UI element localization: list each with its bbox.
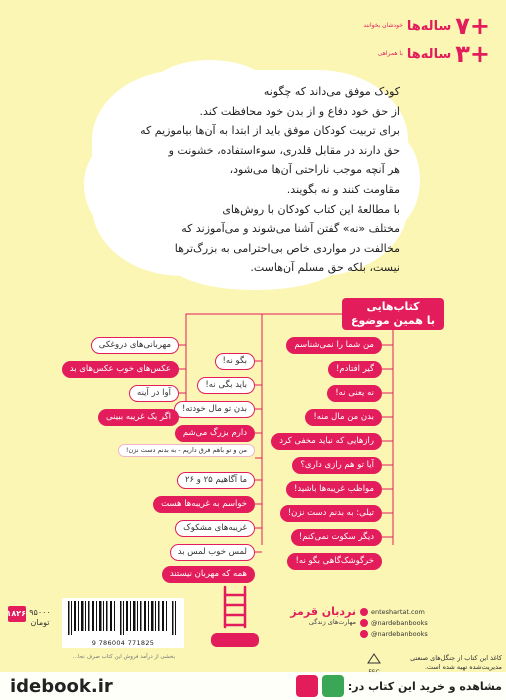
series-book-middle[interactable]: بگو نه! bbox=[215, 353, 255, 370]
series-book-left[interactable]: مهربانی‌های دروغکی bbox=[91, 337, 179, 354]
watermark-logo[interactable] bbox=[10, 674, 113, 698]
series-book-right[interactable]: خرگوشک‌گاهی بگو نه! bbox=[287, 553, 382, 570]
social-row-1[interactable] bbox=[360, 617, 500, 628]
price-unit: تومان bbox=[30, 618, 50, 627]
globe-icon bbox=[360, 608, 368, 616]
store-links bbox=[296, 674, 506, 698]
instagram-icon bbox=[360, 619, 368, 627]
publisher-name: نردبان قرمز bbox=[290, 605, 356, 618]
series-book-middle[interactable]: خواسم به غریبه‌ها هست bbox=[153, 496, 255, 513]
series-book-right[interactable]: آیا تو هم رازی داری؟ bbox=[292, 457, 382, 474]
series-book-right[interactable]: دیگر سکوت نمی‌کنم! bbox=[291, 529, 382, 546]
price-value: ۹۵۰۰۰ bbox=[29, 608, 51, 617]
description-line: حق دارند در مقابل قلدری، سوءاستفاده، خشونت و bbox=[168, 143, 400, 157]
series-book-right[interactable]: نه یعنی نه! bbox=[327, 385, 382, 402]
description-line: مخالفت در مواردی خاص بی‌احترامی به بزرگ‌ترها bbox=[174, 241, 400, 255]
isbn-number: 9 786004 771825 bbox=[91, 639, 155, 647]
series-book-right[interactable]: گیر افتادم! bbox=[328, 361, 382, 378]
website-link[interactable]: enteshartat.com bbox=[371, 607, 425, 616]
series-heading bbox=[342, 298, 444, 330]
series-book-left[interactable]: عکس‌های خوب عکس‌های بد bbox=[62, 361, 179, 378]
series-book-middle[interactable]: لمس خوب لمس بد bbox=[170, 544, 255, 561]
series-book-right[interactable]: رازهایی که نباید مخفی کرد bbox=[271, 433, 382, 450]
series-book-left[interactable]: آوا در آینه bbox=[129, 385, 179, 402]
social-row-2[interactable] bbox=[360, 628, 500, 639]
watermark-brand: idebook.ir bbox=[10, 675, 113, 697]
barcode-icon bbox=[62, 598, 184, 638]
description-line: نیست، بلکه حق مسلم آن‌هاست. bbox=[250, 261, 400, 275]
publisher bbox=[282, 605, 356, 626]
age-number-2: +۳ bbox=[455, 40, 490, 68]
tree-icon bbox=[366, 653, 382, 665]
price bbox=[22, 608, 58, 628]
store-prompt: مشاهده و خرید این کتاب در: bbox=[347, 679, 502, 693]
isbn-barcode bbox=[62, 598, 184, 648]
series-book-left[interactable]: اگر یک غریبه ببینی bbox=[98, 409, 179, 426]
series-book-middle[interactable]: همه که مهربان نیستند bbox=[162, 566, 255, 583]
telegram-icon bbox=[360, 630, 368, 638]
series-heading-line-2: با همین موضوع bbox=[350, 314, 436, 327]
description-line: مقاومت کنند و نه بگویند. bbox=[286, 182, 400, 196]
series-heading-line-1: کتاب‌هایی bbox=[366, 300, 420, 313]
series-book-right[interactable]: مواظب غریبه‌ها باشید! bbox=[286, 481, 382, 498]
series-book-right[interactable]: تیلی: به بدنم دست نزن! bbox=[280, 505, 382, 522]
series-book-middle[interactable]: دارم بزرگ می‌شم bbox=[175, 425, 255, 442]
website-row[interactable] bbox=[360, 606, 500, 617]
publisher-slogan: مهارت‌های زندگی bbox=[308, 618, 356, 626]
store-icon-1[interactable] bbox=[322, 675, 344, 697]
description-line: با مطالعهٔ این کتاب کودکان با روش‌های bbox=[222, 202, 400, 216]
series-book-middle-note[interactable]: من و تو باهم فرق داریم - به بدنم دست نزن! bbox=[118, 444, 255, 457]
description-line: برای تربیت کودکان موفق باید از ابتدا به آن‌ها بیاموزیم که bbox=[140, 124, 400, 138]
disclaimer: بخشی از درآمد فروش این کتاب صرف نجا... bbox=[72, 654, 175, 660]
social-handle-1[interactable]: @nardebanbooks bbox=[371, 618, 428, 627]
paper-note: کاغذ این کتاب از جنگل‌های صنعتی مدیریت‌شده تهیه شده است. bbox=[410, 654, 502, 671]
description-line: از حق خود دفاع و از بدن خود محافظت کند. bbox=[199, 104, 400, 118]
age-title-1: ساله‌ها bbox=[406, 18, 452, 34]
series-book-middle[interactable]: باید بگی نه! bbox=[197, 377, 255, 394]
book-code-badge: ۱۸۲۶ bbox=[8, 606, 26, 622]
description-line: هر آنچه موجب ناراحتی آن‌ها می‌شود، bbox=[229, 163, 400, 177]
age-number-1: +۷ bbox=[455, 12, 490, 40]
contact-info bbox=[360, 606, 500, 639]
series-book-middle[interactable]: بدن تو مال خودته! bbox=[174, 401, 255, 418]
store-icon-2[interactable] bbox=[296, 675, 318, 697]
age-title-2: ساله‌ها bbox=[406, 46, 452, 62]
social-handle-2[interactable]: @nardebanbooks bbox=[371, 629, 428, 638]
age-note-2: با همراهی bbox=[377, 49, 403, 57]
description-line: مختلف «نه» گفتن آشنا می‌شوند و می‌آموزند که bbox=[181, 222, 400, 236]
description-line: کودک موفق می‌داند که چگونه bbox=[263, 85, 400, 98]
series-book-middle[interactable]: غریبه‌های مشکوک bbox=[175, 520, 255, 537]
series-book-right[interactable]: بدن من مال منه! bbox=[305, 409, 382, 426]
series-book-middle[interactable]: ما آگاهیم ۲۵ و ۲۶ bbox=[177, 472, 255, 489]
series-book-right[interactable]: من شما را نمی‌شناسم bbox=[286, 337, 382, 354]
age-note-1: خودشان بخوانند bbox=[363, 21, 403, 29]
ladder-logo-icon bbox=[205, 583, 265, 655]
